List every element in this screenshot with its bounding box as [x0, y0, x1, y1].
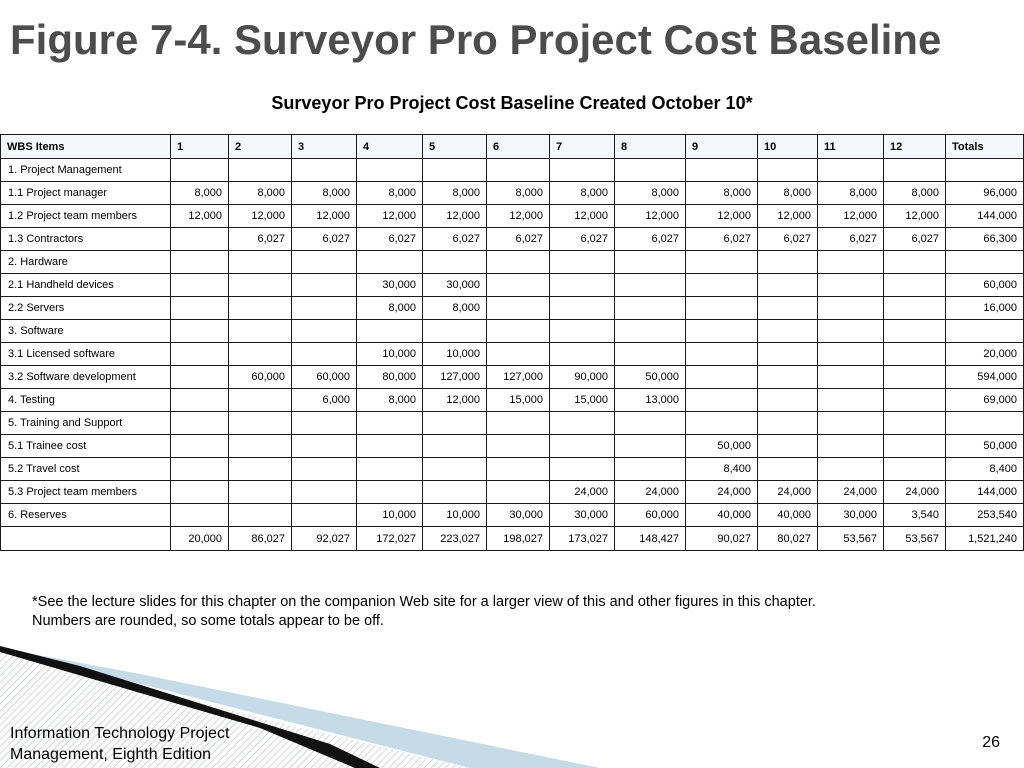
total-cell: 92,027 [292, 527, 357, 551]
header-col-8: 8 [615, 135, 686, 159]
cost-cell [615, 435, 686, 458]
cost-cell [423, 458, 487, 481]
cost-cell [615, 458, 686, 481]
wbs-item-label: 6. Reserves [1, 504, 171, 527]
cost-cell [487, 458, 550, 481]
total-cell: 53,567 [884, 527, 946, 551]
cost-cell: 6,027 [550, 228, 615, 251]
cost-cell [946, 320, 1024, 343]
cost-cell [884, 366, 946, 389]
cost-cell [758, 389, 818, 412]
cost-cell [758, 366, 818, 389]
cost-cell: 6,027 [818, 228, 884, 251]
cost-cell: 12,000 [487, 205, 550, 228]
cost-cell: 6,027 [615, 228, 686, 251]
cost-cell: 12,000 [884, 205, 946, 228]
cost-cell [171, 481, 229, 504]
totals-label-cell [1, 527, 171, 551]
cost-cell [423, 251, 487, 274]
cost-cell: 60,000 [946, 274, 1024, 297]
table-row [1, 205, 1024, 228]
cost-cell [171, 412, 229, 435]
cost-cell: 8,000 [818, 182, 884, 205]
cost-cell: 3,540 [884, 504, 946, 527]
cost-cell: 144,000 [946, 205, 1024, 228]
table-row [1, 504, 1024, 527]
cost-cell [884, 458, 946, 481]
cost-cell: 24,000 [884, 481, 946, 504]
cost-cell [884, 435, 946, 458]
table-row [1, 481, 1024, 504]
cost-cell: 12,000 [229, 205, 292, 228]
cost-cell: 8,000 [423, 297, 487, 320]
cost-cell: 6,000 [292, 389, 357, 412]
cost-cell [487, 343, 550, 366]
cost-cell: 12,000 [686, 205, 758, 228]
cost-cell: 12,000 [818, 205, 884, 228]
cost-cell: 10,000 [357, 504, 423, 527]
cost-cell: 594,000 [946, 366, 1024, 389]
cost-cell [292, 274, 357, 297]
header-col-10: 10 [758, 135, 818, 159]
table-row [1, 435, 1024, 458]
cost-cell: 50,000 [946, 435, 1024, 458]
cost-cell: 6,027 [357, 228, 423, 251]
cost-cell [758, 159, 818, 182]
cost-cell [818, 297, 884, 320]
table-row [1, 412, 1024, 435]
cost-cell: 13,000 [615, 389, 686, 412]
cost-cell [229, 297, 292, 320]
wbs-item-label: 1.2 Project team members [1, 205, 171, 228]
total-cell: 148,427 [615, 527, 686, 551]
wbs-item-label: 2. Hardware [1, 251, 171, 274]
cost-cell: 6,027 [229, 228, 292, 251]
cost-cell [423, 435, 487, 458]
footer-line-2: Management, Eighth Edition [10, 746, 212, 763]
cost-cell [229, 481, 292, 504]
cost-cell [615, 412, 686, 435]
cost-cell [686, 297, 758, 320]
table-row [1, 297, 1024, 320]
cost-cell [229, 412, 292, 435]
cost-cell [550, 159, 615, 182]
header-col-12: 12 [884, 135, 946, 159]
cost-cell [884, 274, 946, 297]
cost-cell: 30,000 [818, 504, 884, 527]
table-row [1, 274, 1024, 297]
cost-cell: 8,000 [423, 182, 487, 205]
header-col-4: 4 [357, 135, 423, 159]
wbs-item-label: 4. Testing [1, 389, 171, 412]
cost-cell [292, 159, 357, 182]
total-cell: 198,027 [487, 527, 550, 551]
cost-cell [229, 435, 292, 458]
cost-cell: 8,000 [171, 182, 229, 205]
cost-cell: 12,000 [292, 205, 357, 228]
cost-cell: 12,000 [357, 205, 423, 228]
cost-cell: 24,000 [550, 481, 615, 504]
total-cell: 53,567 [818, 527, 884, 551]
page-number: 26 [982, 734, 1000, 751]
cost-cell: 8,000 [357, 182, 423, 205]
cost-cell: 15,000 [487, 389, 550, 412]
cost-cell [818, 274, 884, 297]
cost-cell [487, 159, 550, 182]
cost-cell [550, 412, 615, 435]
cost-cell [818, 389, 884, 412]
cost-cell [423, 320, 487, 343]
cost-cell [229, 159, 292, 182]
table-row [1, 251, 1024, 274]
cost-cell: 12,000 [758, 205, 818, 228]
header-wbs-items: WBS Items [1, 135, 171, 159]
wbs-item-label: 5.3 Project team members [1, 481, 171, 504]
cost-cell: 8,000 [357, 389, 423, 412]
cost-cell: 24,000 [686, 481, 758, 504]
cost-cell: 60,000 [615, 504, 686, 527]
cost-cell [615, 274, 686, 297]
cost-cell [818, 159, 884, 182]
cost-cell: 8,000 [615, 182, 686, 205]
total-cell: 86,027 [229, 527, 292, 551]
cost-cell [884, 297, 946, 320]
wbs-item-label: 1.1 Project manager [1, 182, 171, 205]
cost-cell [946, 251, 1024, 274]
cost-cell: 50,000 [686, 435, 758, 458]
cost-cell [292, 458, 357, 481]
cost-cell [171, 458, 229, 481]
cost-cell [292, 412, 357, 435]
cost-cell: 60,000 [292, 366, 357, 389]
cost-cell: 69,000 [946, 389, 1024, 412]
cost-cell: 8,000 [758, 182, 818, 205]
cost-cell: 8,000 [487, 182, 550, 205]
cost-cell [423, 159, 487, 182]
table-row [1, 366, 1024, 389]
cost-cell [171, 274, 229, 297]
cost-cell: 10,000 [357, 343, 423, 366]
cost-cell [550, 251, 615, 274]
total-cell: 223,027 [423, 527, 487, 551]
wbs-item-label: 3.1 Licensed software [1, 343, 171, 366]
cost-cell [884, 320, 946, 343]
cost-cell: 8,000 [686, 182, 758, 205]
cost-cell [686, 274, 758, 297]
table-row [1, 389, 1024, 412]
cost-cell: 12,000 [550, 205, 615, 228]
cost-cell: 6,027 [884, 228, 946, 251]
cost-cell [229, 458, 292, 481]
cost-cell: 127,000 [487, 366, 550, 389]
cost-cell [758, 274, 818, 297]
cost-cell [292, 481, 357, 504]
cost-cell: 8,000 [229, 182, 292, 205]
cost-cell [487, 412, 550, 435]
cost-cell [946, 412, 1024, 435]
cost-cell [615, 320, 686, 343]
cost-cell: 10,000 [423, 343, 487, 366]
header-col-9: 9 [686, 135, 758, 159]
cost-cell [818, 435, 884, 458]
cost-cell [487, 274, 550, 297]
cost-cell: 12,000 [171, 205, 229, 228]
cost-cell: 8,400 [686, 458, 758, 481]
cost-cell [686, 343, 758, 366]
cost-cell [357, 435, 423, 458]
cost-cell [171, 251, 229, 274]
cost-cell [615, 251, 686, 274]
cost-cell [686, 366, 758, 389]
wbs-item-label: 5.1 Trainee cost [1, 435, 171, 458]
cost-cell: 253,540 [946, 504, 1024, 527]
cost-cell: 80,000 [357, 366, 423, 389]
cost-cell [171, 320, 229, 343]
cost-cell: 30,000 [550, 504, 615, 527]
cost-cell [229, 504, 292, 527]
cost-cell [818, 412, 884, 435]
table-body [1, 159, 1024, 551]
cost-cell [292, 297, 357, 320]
table-row [1, 159, 1024, 182]
cost-cell: 30,000 [423, 274, 487, 297]
cost-cell [818, 320, 884, 343]
totals-row [1, 527, 1024, 551]
cost-cell [615, 343, 686, 366]
footer-text [10, 723, 229, 765]
cost-cell: 12,000 [615, 205, 686, 228]
cost-cell [487, 320, 550, 343]
wbs-item-label: 5. Training and Support [1, 412, 171, 435]
cost-cell [487, 435, 550, 458]
cost-cell: 50,000 [615, 366, 686, 389]
slide-title: Figure 7-4. Surveyor Pro Project Cost Baseline [10, 16, 942, 63]
cost-cell: 24,000 [615, 481, 686, 504]
cost-cell [171, 435, 229, 458]
cost-cell [487, 251, 550, 274]
cost-cell [758, 320, 818, 343]
cost-cell: 6,027 [292, 228, 357, 251]
cost-cell [686, 389, 758, 412]
header-col-5: 5 [423, 135, 487, 159]
cost-cell: 6,027 [758, 228, 818, 251]
wbs-item-label: 2.1 Handheld devices [1, 274, 171, 297]
cost-cell [292, 320, 357, 343]
cost-cell [550, 274, 615, 297]
cost-cell: 20,000 [946, 343, 1024, 366]
header-col-2: 2 [229, 135, 292, 159]
cost-cell: 10,000 [423, 504, 487, 527]
cost-cell: 90,000 [550, 366, 615, 389]
cost-cell: 24,000 [758, 481, 818, 504]
wbs-item-label: 5.2 Travel cost [1, 458, 171, 481]
cost-cell [423, 481, 487, 504]
total-cell: 173,027 [550, 527, 615, 551]
cost-cell [171, 228, 229, 251]
cost-cell: 12,000 [423, 205, 487, 228]
cost-cell [229, 251, 292, 274]
header-col-7: 7 [550, 135, 615, 159]
cost-cell [550, 320, 615, 343]
footnote [32, 593, 816, 631]
table-row [1, 343, 1024, 366]
cost-cell [686, 159, 758, 182]
cost-cell [171, 343, 229, 366]
cost-cell [686, 412, 758, 435]
cost-baseline-table [0, 134, 1024, 551]
cost-cell: 144,000 [946, 481, 1024, 504]
cost-cell: 12,000 [423, 389, 487, 412]
cost-cell [818, 251, 884, 274]
header-col-totals: Totals [946, 135, 1024, 159]
footnote-line-2: Numbers are rounded, so some totals appear to be off. [32, 613, 384, 629]
header-col-6: 6 [487, 135, 550, 159]
cost-cell: 8,400 [946, 458, 1024, 481]
wbs-item-label: 3.2 Software development [1, 366, 171, 389]
cost-cell [171, 159, 229, 182]
table-row [1, 182, 1024, 205]
cost-cell: 8,000 [357, 297, 423, 320]
cost-cell [884, 389, 946, 412]
cost-cell: 66,300 [946, 228, 1024, 251]
cost-cell [818, 343, 884, 366]
cost-cell [229, 389, 292, 412]
cost-cell [884, 412, 946, 435]
cost-cell [357, 412, 423, 435]
cost-cell [758, 458, 818, 481]
cost-cell [171, 297, 229, 320]
cost-cell: 40,000 [758, 504, 818, 527]
cost-cell: 6,027 [487, 228, 550, 251]
cost-cell: 96,000 [946, 182, 1024, 205]
cost-cell: 8,000 [550, 182, 615, 205]
cost-cell [292, 435, 357, 458]
cost-cell: 8,000 [292, 182, 357, 205]
cost-cell [357, 159, 423, 182]
cost-cell [884, 251, 946, 274]
header-col-1: 1 [171, 135, 229, 159]
table-caption: Surveyor Pro Project Cost Baseline Created October 10* [271, 93, 753, 113]
cost-cell [550, 458, 615, 481]
wbs-item-label: 1. Project Management [1, 159, 171, 182]
cost-cell: 16,000 [946, 297, 1024, 320]
cost-cell [487, 481, 550, 504]
cost-cell: 60,000 [229, 366, 292, 389]
cost-cell [550, 343, 615, 366]
cost-cell [171, 389, 229, 412]
total-cell: 80,027 [758, 527, 818, 551]
cost-cell [292, 504, 357, 527]
table-header-row [1, 135, 1024, 159]
cost-cell: 15,000 [550, 389, 615, 412]
cost-cell [758, 297, 818, 320]
cost-cell: 24,000 [818, 481, 884, 504]
cost-cell [615, 159, 686, 182]
table-row [1, 458, 1024, 481]
total-cell: 90,027 [686, 527, 758, 551]
wbs-item-label: 2.2 Servers [1, 297, 171, 320]
cost-cell [357, 320, 423, 343]
header-col-3: 3 [292, 135, 357, 159]
cost-cell [686, 251, 758, 274]
cost-cell [229, 320, 292, 343]
cost-cell [550, 435, 615, 458]
cost-cell [357, 481, 423, 504]
cost-cell [292, 343, 357, 366]
cost-cell [686, 320, 758, 343]
cost-cell [171, 366, 229, 389]
cost-cell: 30,000 [487, 504, 550, 527]
cost-cell [615, 297, 686, 320]
cost-cell [758, 435, 818, 458]
cost-cell [229, 343, 292, 366]
cost-cell [818, 366, 884, 389]
cost-cell [758, 251, 818, 274]
total-cell: 20,000 [171, 527, 229, 551]
cost-cell [946, 159, 1024, 182]
cost-cell: 8,000 [884, 182, 946, 205]
cost-cell [423, 412, 487, 435]
footer-line-1: Information Technology Project [10, 725, 230, 742]
table-row [1, 228, 1024, 251]
cost-cell: 40,000 [686, 504, 758, 527]
cost-cell: 127,000 [423, 366, 487, 389]
cost-cell [357, 251, 423, 274]
cost-cell [818, 458, 884, 481]
cost-cell [884, 343, 946, 366]
header-col-11: 11 [818, 135, 884, 159]
wbs-item-label: 3. Software [1, 320, 171, 343]
cost-cell [550, 297, 615, 320]
total-cell: 172,027 [357, 527, 423, 551]
cost-cell: 6,027 [423, 228, 487, 251]
cost-cell [229, 274, 292, 297]
total-cell: 1,521,240 [946, 527, 1024, 551]
cost-cell [884, 159, 946, 182]
table-row [1, 320, 1024, 343]
cost-cell [357, 458, 423, 481]
cost-cell [292, 251, 357, 274]
cost-cell [758, 343, 818, 366]
cost-cell [758, 412, 818, 435]
cost-cell: 6,027 [686, 228, 758, 251]
cost-cell: 30,000 [357, 274, 423, 297]
wbs-item-label: 1.3 Contractors [1, 228, 171, 251]
cost-cell [171, 504, 229, 527]
cost-cell [487, 297, 550, 320]
footnote-line-1: *See the lecture slides for this chapter on the companion Web site for a larger view of this and other figures in this chapter. [32, 594, 816, 610]
